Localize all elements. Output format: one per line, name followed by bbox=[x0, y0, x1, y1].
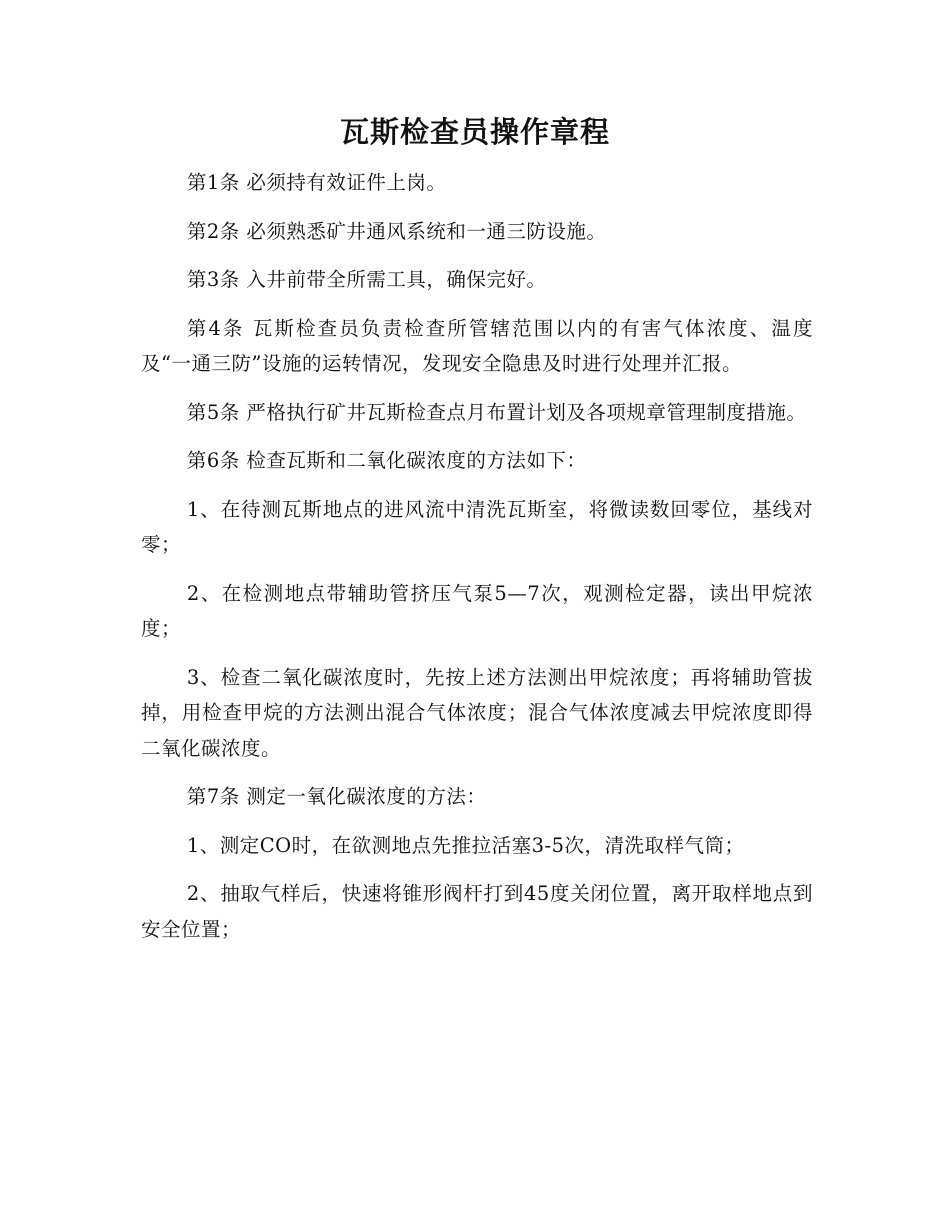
article-1-paragraph: 第1条 必须持有效证件上岗。 bbox=[186, 171, 447, 194]
article-6-step-1: 1、在待测瓦斯地点的进风流中清洗瓦斯室，将微读数回零位，基线对零； bbox=[141, 497, 813, 556]
document-body bbox=[141, 165, 813, 960]
article-6-step-3: 3、检查二氧化碳浓度时，先按上述方法测出甲烷浓度；再将辅助管拔掉，用检查甲烷的方法测出混合气体浓度；混合气体浓度减去甲烷浓度即得二氧化碳浓度。 bbox=[141, 665, 813, 760]
article-4-paragraph: 第4条 瓦斯检查员负责检查所管辖范围以内的有害气体浓度、温度及“一通三防”设施的运转情况，发现安全隐患及时进行处理并汇报。 bbox=[141, 316, 813, 375]
article-5-paragraph: 第5条 严格执行矿井瓦斯检查点月布置计划及各项规章管理制度措施。 bbox=[186, 400, 807, 424]
document-title: 瓦斯检查员操作章程 bbox=[339, 115, 610, 149]
article-6-step-2: 2、在检测地点带辅助管挤压气泵5—7次，观测检定器，读出甲烷浓度； bbox=[141, 581, 813, 640]
article-6-paragraph: 第6条 检查瓦斯和二氧化碳浓度的方法如下： bbox=[186, 449, 587, 472]
article-7-step-2: 2、抽取气样后，快速将锥形阀杆打到45度关闭位置，离开取样地点到安全位置； bbox=[141, 882, 813, 941]
article-2-paragraph: 第2条 必须熟悉矿井通风系统和一通三防设施。 bbox=[186, 219, 607, 243]
article-7-paragraph: 第7条 测定一氧化碳浓度的方法： bbox=[186, 785, 487, 808]
article-3-paragraph: 第3条 入井前带全所需工具，确保完好。 bbox=[186, 268, 547, 291]
article-7-step-1: 1、测定CO时，在欲测地点先推拉活塞3-5次，清洗取样气筒； bbox=[186, 833, 745, 857]
